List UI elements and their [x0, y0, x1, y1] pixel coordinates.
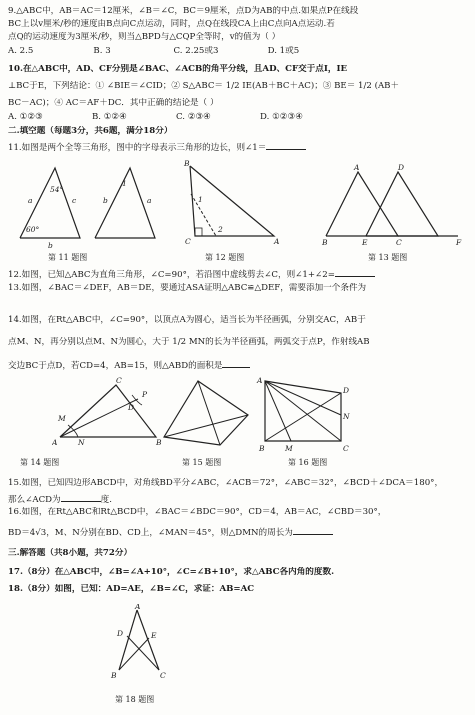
fig13-label-A: A — [354, 163, 360, 172]
caption-fig-13: 第 13 题图 — [368, 253, 408, 262]
fig12-label-C: C — [185, 237, 191, 246]
figure-16 — [255, 375, 355, 455]
q14-answer-blank — [222, 359, 250, 368]
caption-fig-11: 第 11 题图 — [48, 253, 88, 262]
q12-text — [8, 268, 468, 281]
q16-line2-content: BD＝4√3，M、N分别在BD、CD上，∠MAN＝45°，则△DMN的周长为 — [8, 528, 293, 538]
q9-line1: 9.△ABC中，AB＝AC＝12厘米，∠B＝∠C，BC＝9厘米，点D为AB的中点.如果点P在线段 — [8, 6, 359, 16]
fig18-label-C: C — [160, 671, 166, 680]
fig11-side-a2: a — [147, 196, 152, 205]
fig16-label-C: C — [343, 444, 349, 453]
q9-options: A. 2.5 B. 3 C. 2.25或3 D. 1或5 — [8, 46, 300, 56]
section-3-heading: 三.解答题（共8小题，共72分） — [8, 548, 133, 558]
fig11-side-a: a — [28, 196, 33, 205]
q11-answer-blank — [266, 141, 306, 150]
fig12-label-2: 2 — [218, 225, 223, 234]
fig11-side-c: c — [72, 196, 77, 205]
section-2-heading: 二.填空题（每题3分，共6题，满分18分） — [8, 126, 173, 136]
fig12-label-1: 1 — [198, 195, 203, 204]
fig13-label-B: B — [322, 238, 328, 246]
fig11-side-b2: b — [103, 196, 108, 205]
fig14-label-N: N — [78, 438, 85, 447]
fig11-label-1: 1 — [122, 179, 127, 188]
q15-answer-blank — [61, 493, 101, 502]
fig13-label-E: E — [362, 238, 368, 246]
figure-13 — [318, 158, 468, 246]
q10-line3: BC－AC)；④ AC＝AF＋DC．其中正确的结论是（ ） — [8, 98, 219, 108]
fig18-label-B: B — [111, 671, 117, 680]
q14-line1: 14.如图，在Rt△ABC中，∠C=90°，以顶点A为圆心，适当长为半径画弧，分别交AC，AB于 — [8, 315, 366, 325]
q15-unit: 度. — [100, 495, 112, 505]
q11-text — [8, 141, 468, 154]
q10-line2: ⊥BC于E，下列结论：① ∠BIE＝∠CID；② S△ABC＝ 1/2 IE(AB＋BC＋AC)；③ BE＝ 1/2 (AB＋ — [8, 81, 400, 91]
q17-text: 17.（8分）在△ABC中，∠B=∠A+10°，∠C=∠B+10°，求△ABC各内角的度数. — [8, 567, 335, 577]
q11-text-content: 11.如图是两个全等三角形，图中的字母表示三角形的边长，则∠1＝ — [8, 143, 267, 153]
fig14-label-M: M — [58, 414, 66, 423]
figure-15 — [158, 375, 253, 453]
figure-12 — [180, 158, 280, 246]
q14-line2: 点M、N，再分别以点M、N为圆心，大于 1/2 MN的长为半径画弧，两弧交于点P，作射线AB — [8, 337, 370, 347]
q10-line1: 10.在△ABC中，AD、CF分别是∠BAC、∠ACB的角平分线，且AD、CF交于点I，IE — [8, 64, 348, 74]
q14-line3-content: 交边BC于点D，若CD=4，AB=15，则△ABD的面积是 — [8, 361, 223, 371]
q16-line2 — [8, 526, 468, 539]
q9-line3: 点Q的运动速度为3厘米/秒，则当△BPD与△CQP全等时，v的值为（ ） — [8, 32, 281, 42]
fig18-label-E: E — [151, 631, 157, 640]
q15-line1: 15.如图，已知四边形ABCD中，对角线BD平分∠ABC，∠ACB＝72°，∠ABC＝32°，∠BCD＋∠DCA＝180°， — [8, 478, 444, 488]
q18-text: 18.（8分）如图，已知：AD=AE，∠B=∠C，求证：AB=AC — [8, 584, 255, 594]
fig12-label-B: B — [184, 159, 190, 168]
q9-line2: BC上以v厘米/秒的速度由B点向C点运动，同时，点Q在线段CA上由C点向A点运动.若 — [8, 19, 335, 29]
q12-text-content: 12.如图，已知△ABC为直角三角形，∠C=90°，若沿图中虚线剪去∠C，则∠1+∠2= — [8, 270, 335, 280]
fig14-label-D: D — [128, 403, 135, 412]
caption-fig-15: 第 15 题图 — [182, 458, 222, 467]
fig12-label-A: A — [274, 237, 280, 246]
q15-line2-content: 那么∠ACD为 — [8, 495, 61, 505]
fig14-label-A: A — [52, 438, 58, 447]
fig16-label-A: A — [257, 376, 263, 385]
caption-fig-14: 第 14 题图 — [20, 458, 60, 467]
fig16-label-B: B — [259, 444, 265, 453]
caption-fig-16: 第 16 题图 — [288, 458, 328, 467]
q12-answer-blank — [335, 268, 375, 277]
q10-options: A. ①②③ B. ①②④ C. ②③④ D. ①②③④ — [8, 112, 303, 122]
fig13-label-F: F — [456, 238, 462, 246]
q14-line3 — [8, 359, 468, 372]
fig11-side-b: b — [48, 241, 53, 248]
caption-fig-12: 第 12 题图 — [205, 253, 245, 262]
fig18-label-D: D — [117, 629, 124, 638]
q16-answer-blank — [293, 526, 333, 535]
figure-11 — [10, 158, 160, 248]
caption-fig-18: 第 18 题图 — [115, 695, 155, 704]
fig11-angle-60: 60° — [26, 225, 40, 234]
q15-line2 — [8, 493, 468, 506]
fig13-label-C: C — [396, 238, 402, 246]
q13-text: 13.如图，∠BAC＝∠DEF，AB＝DE，要通过ASA证明△ABC≌△DEF，需要添加一个条件为 — [8, 283, 367, 293]
fig14-label-B: B — [156, 438, 162, 447]
fig16-label-D: D — [343, 386, 350, 395]
fig14-label-P: P — [142, 390, 148, 399]
q16-line1: 16.如图，在Rt△ABC和Rt△BCD中，∠BAC＝∠BDC＝90°，CD＝4，AB＝AC，∠CBD＝30°， — [8, 507, 387, 517]
fig14-label-C: C — [116, 376, 122, 385]
fig16-label-M: M — [285, 444, 293, 453]
fig11-angle-54: 54° — [50, 185, 64, 194]
fig18-label-A: A — [135, 604, 141, 611]
fig13-label-D: D — [398, 163, 405, 172]
figure-14 — [52, 375, 162, 447]
fig16-label-N: N — [343, 412, 350, 421]
figure-18 — [105, 604, 175, 684]
